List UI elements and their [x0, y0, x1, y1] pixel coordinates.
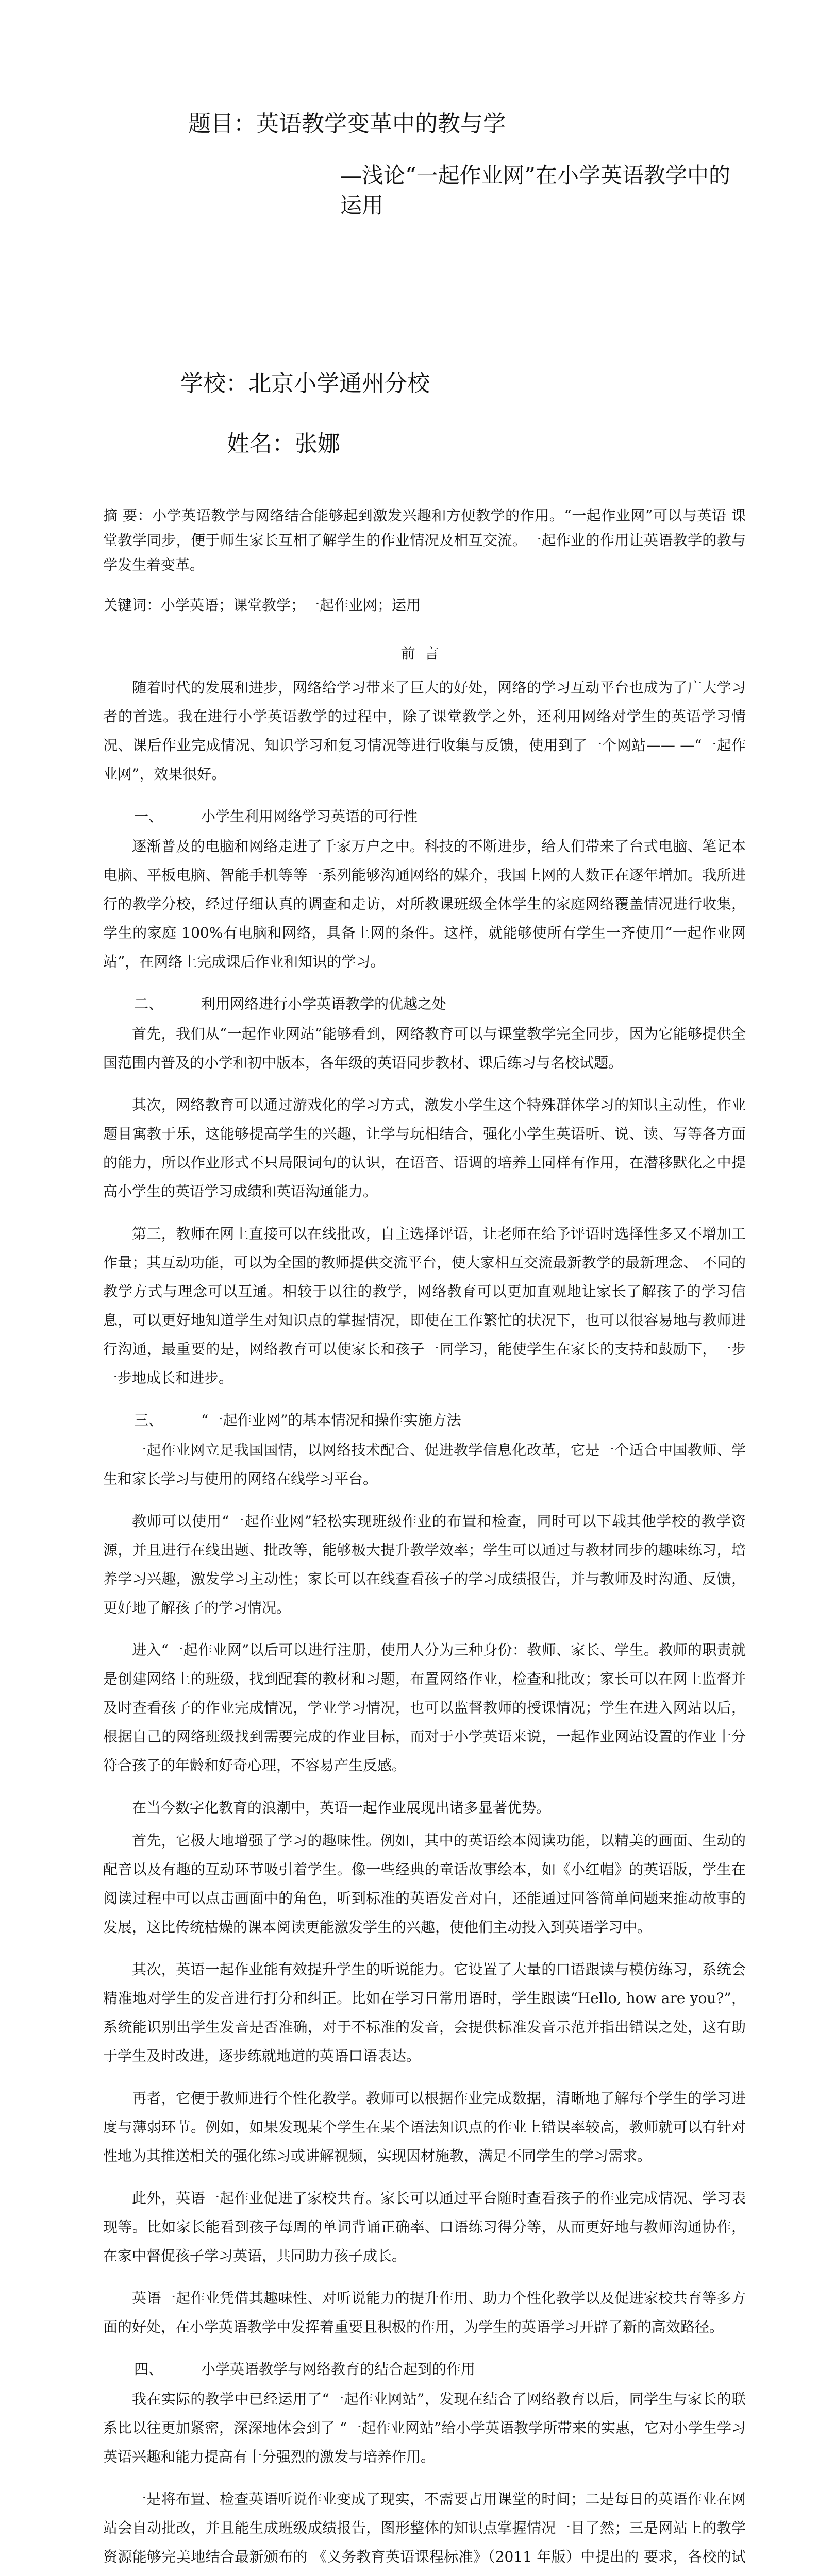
paragraph: 首先，它极大地增强了学习的趣味性。例如，其中的英语绘本阅读功能，以精美的画面、生动的配音以及有趣的互动环节吸引着学生。像一些经典的童话故事绘本，如《小红帽》的英语版，学生在阅读过程中可以点击画面中的角色，听到标准的英语发音对白，还能通过回答简单问题来推动故事的发展，这比传统枯燥的课本阅读更能激发学生的兴趣，使他们主动投入到英语学习中。 — [103, 1832, 746, 1936]
section-title: 小学生利用网络学习英语的可行性 — [201, 808, 418, 825]
paragraph: 一是将布置、检查英语听说作业变成了现实，不需要占用课堂的时间；二是每日的英语作业在网站会自动批改，并且能生成班级成绩报告，图形整体的知识点掌握情况一目了然；三是网站上的教学资源能够完美地结合最新颁布的 《义务教育英语课程标准》（2011 年版）中提出的 要求，各校的试 — [103, 2490, 746, 2566]
section-number: 二、 — [134, 995, 163, 1013]
paragraph: 教师可以使用“一起作业网”轻松实现班级作业的布置和检查，同时可以下载其他学校的教学资源，并且进行在线出题、批改等，能够极大提升教学效率；学生可以通过与教材同步的趣味练习，培养学习兴趣，激发学习主动性；家长可以在线查看孩子的学习成绩报告，并与教师及时沟通、反馈，更好地了解孩子的学习情况。 — [103, 1513, 746, 1617]
section-number: 四、 — [134, 2361, 163, 2378]
paragraph: 英语一起作业凭借其趣味性、对听说能力的提升作用、助力个性化教学以及促进家校共育等多方面的好处，在小学英语教学中发挥着重要且积极的作用，为学生的英语学习开辟了新的高效路径。 — [103, 2290, 746, 2336]
paper-subtitle: —浅论“一起作业网”在小学英语教学中的运用 — [340, 162, 730, 218]
paragraph: 其次，网络教育可以通过游戏化的学习方式，激发小学生这个特殊群体学习的知识主动性，作业题目寓教于乐，这能够提高学生的兴趣，让学与玩相结合，强化小学生英语听、说、读、写等各方面的能力，所以作业形式不只局限词句的认识，在语音、语调的培养上同样有作用，在潜移默化之中提高小学生的英语学习成绩和英语沟通能力。 — [103, 1096, 746, 1200]
paragraph: 我在实际的教学中已经运用了“一起作业网站”，发现在结合了网络教育以后，同学生与家长的联系比以往更加紧密，深深地体会到了 “一起作业网站”给小学英语教学所带来的实惠，它对小学生学习英语兴趣和能力提高有十分强烈的激发与培养作用。 — [103, 2391, 746, 2466]
keywords-text: 关键词：小学英语；课堂教学；一起作业网；运用 — [103, 597, 421, 614]
section-number: 一、 — [134, 808, 163, 825]
section-heading-4 — [134, 2357, 746, 2382]
section-title: 小学英语教学与网络教育的结合起到的作用 — [201, 2361, 476, 2378]
preface-title: 前言 — [400, 645, 448, 663]
abstract-block — [103, 503, 746, 618]
section-heading-3 — [134, 1408, 746, 1433]
paper-title: 题目：英语教学变革中的教与学 — [188, 111, 506, 137]
paragraph: 首先，我们从“一起作业网站”能够看到，网络教育可以与课堂教学完全同步，因为它能够提供全国范围内普及的小学和初中版本，各年级的英语同步教材、课后练习与名校试题。 — [103, 1025, 746, 1072]
author-name: 姓名：张娜 — [227, 430, 340, 457]
paragraph: 一起作业网立足我国国情，以网络技术配合、促进教学信息化改革，它是一个适合中国教师、学生和家长学习与使用的网络在线学习平台。 — [103, 1442, 746, 1488]
section-heading-1 — [134, 804, 746, 829]
paragraph: 第三，教师在网上直接可以在线批改，自主选择评语，让老师在给予评语时选择性多又不增加工作量；其互动功能，可以为全国的教师提供交流平台，使大家相互交流最新教学的最新理念、 不同的教学方式与理念可以互通。相较于以往的教学，网络教育可以更加直观地让家长了解孩子的学习信息，可以更好地知道学生对知识点的掌握情况，即使在工作繁忙的状况下，也可以很容易地与教师进行沟通，最重要的是，网络教育可以使家长和孩子一同学习，能使学生在家长的支持和鼓励下，一步一步地成长和进步。 — [103, 1225, 746, 1387]
paragraph: 逐渐普及的电脑和网络走进了千家万户之中。科技的不断进步，给人们带来了台式电脑、笔记本电脑、平板电脑、智能手机等等一系列能够沟通网络的媒介，我国上网的人数正在逐年增加。我所进行的教学分校，经过仔细认真的调查和走访，对所教课班级全体学生的家庭网络覆盖情况进行收集，学生的家庭 100%有电脑和网络，具备上网的条件。这样，就能够使所有学生一齐使用“一起作业网站”，在网络上完成课后作业和知识的学习。 — [103, 838, 746, 971]
paragraph: 此外，英语一起作业促进了家校共育。家长可以通过平台随时查看孩子的作业完成情况、学习表现等。比如家长能看到孩子每周的单词背诵正确率、口语练习得分等，从而更好地与教师沟通协作，在家中督促孩子学习英语，共同助力孩子成长。 — [103, 2190, 746, 2265]
preface-paragraph: 随着时代的发展和进步，网络给学习带来了巨大的好处，网络的学习互动平台也成为了广大学习者的首选。我在进行小学英语教学的过程中，除了课堂教学之外，还利用网络对学生的英语学习情况、课后作业完成情况、知识学习和复习情况等进行收集与反馈，使用到了一个网站—— —“一起作业网”，效果很好。 — [103, 679, 746, 783]
section-number: 三、 — [134, 1412, 163, 1429]
section-heading-2 — [134, 992, 746, 1016]
paragraph: 在当今数字化教育的浪潮中，英语一起作业展现出诸多显著优势。 — [132, 1799, 551, 1817]
abstract-text: 摘 要：小学英语教学与网络结合能够起到激发兴趣和方便教学的作用。“一起作业网”可以与英语 课堂教学同步，便于师生家长互相了解学生的作业情况及相互交流。一起作业的作用让英语教学的教与学发生着变革。 — [103, 507, 746, 574]
paragraph: 进入“一起作业网”以后可以进行注册，使用人分为三种身份：教师、家长、学生。教师的职责就是创建网络上的班级，找到配套的教材和习题，布置网络作业，检查和批改；家长可以在网上监督并及时查看孩子的作业完成情况，学业学习情况，也可以监督教师的授课情况；学生在进入网站以后，根据自己的网络班级找到需要完成的作业目标，而对于小学英语来说，一起作业网站设置的作业十分符合孩子的年龄和好奇心理，不容易产生反感。 — [103, 1641, 746, 1774]
paragraph: 再者，它便于教师进行个性化教学。教师可以根据作业完成数据，清晰地了解每个学生的学习进度与薄弱环节。例如，如果发现某个学生在某个语法知识点的作业上错误率较高，教师就可以有针对性地为其推送相关的强化练习或讲解视频，实现因材施教，满足不同学生的学习需求。 — [103, 2090, 746, 2165]
section-title: “一起作业网”的基本情况和操作实施方法 — [201, 1412, 461, 1429]
paragraph: 其次，英语一起作业能有效提升学生的听说能力。它设置了大量的口语跟读与模仿练习，系统会精准地对学生的发音进行打分和纠正。比如在学习日常用语时，学生跟读“Hello, how are you?”，系统能识别出学生发音是否准确，对于不标准的发音，会提供标准发音示范并指出错误之处，这有助于学生及时改进，逐步练就地道的英语口语表达。 — [103, 1961, 746, 2065]
school-name: 学校：北京小学通州分校 — [180, 370, 430, 397]
section-title: 利用网络进行小学英语教学的优越之处 — [201, 995, 447, 1013]
